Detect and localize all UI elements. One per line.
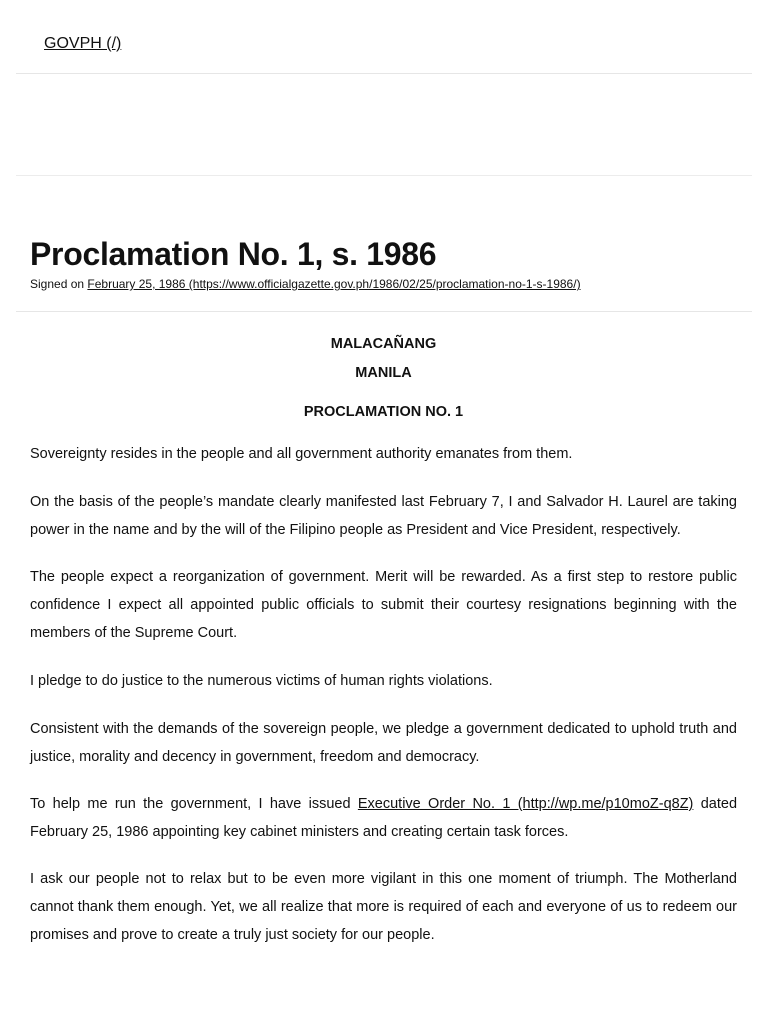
- page-title: Proclamation No. 1, s. 1986: [30, 236, 437, 272]
- paragraph-3: The people expect a reorganization of government. Merit will be rewarded. As a first step to restore public confidence I expect all appointed public officials to submit their courtesy resignations beginning with the members of the Supreme Court.: [30, 569, 737, 641]
- paragraph-6-text-end: dated February 25, 1986 appointing key cabinet ministers and creating certain task forces.: [30, 796, 738, 840]
- paragraph-2: On the basis of the people’s mandate clearly manifested last February 7, I and Salvador H. Laurel are taking power in the name and by the will of the Filipino people as President and Vice President, respectively.: [30, 494, 737, 538]
- signed-line: [30, 276, 581, 292]
- paragraph-6: [30, 790, 737, 846]
- top-navbar: [16, 0, 752, 74]
- heading-manila: MANILA: [355, 365, 412, 381]
- paragraph-7: I ask our people not to relax but to be even more vigilant in this one moment of triumph. The Motherland cannot thank them enough. Yet, we all realize that more is required of each and everyone of us to redeem our promises and prove to create a truly just society for our people.: [30, 871, 737, 943]
- signed-prefix: Signed on: [30, 277, 85, 291]
- signed-date-link[interactable]: February 25, 1986 (https://www.officialgazette.gov.ph/1986/02/25/proclamation-no-1-s-1986/): [87, 277, 581, 291]
- heading-malacanang: MALACAÑANG: [330, 336, 437, 352]
- document-body: [30, 330, 737, 949]
- paragraph-5: Consistent with the demands of the sovereign people, we pledge a government dedicated to uphold truth and justice, morality and decency in government, freedom and democracy.: [30, 721, 737, 765]
- paragraph-6-text-start: To help me run the government, I have issued: [30, 796, 351, 812]
- paragraph-1: Sovereignty resides in the people and all government authority emanates from them.: [30, 446, 573, 462]
- title-block: [16, 176, 752, 312]
- executive-order-link[interactable]: Executive Order No. 1 (http://wp.me/p10moZ-q8Z): [357, 796, 694, 812]
- paragraph-4: I pledge to do justice to the numerous victims of human rights violations.: [30, 673, 493, 689]
- banner-area: [16, 74, 752, 176]
- govph-home-link[interactable]: GOVPH (/): [44, 35, 122, 52]
- proclamation-heading: PROCLAMATION NO. 1: [303, 404, 464, 420]
